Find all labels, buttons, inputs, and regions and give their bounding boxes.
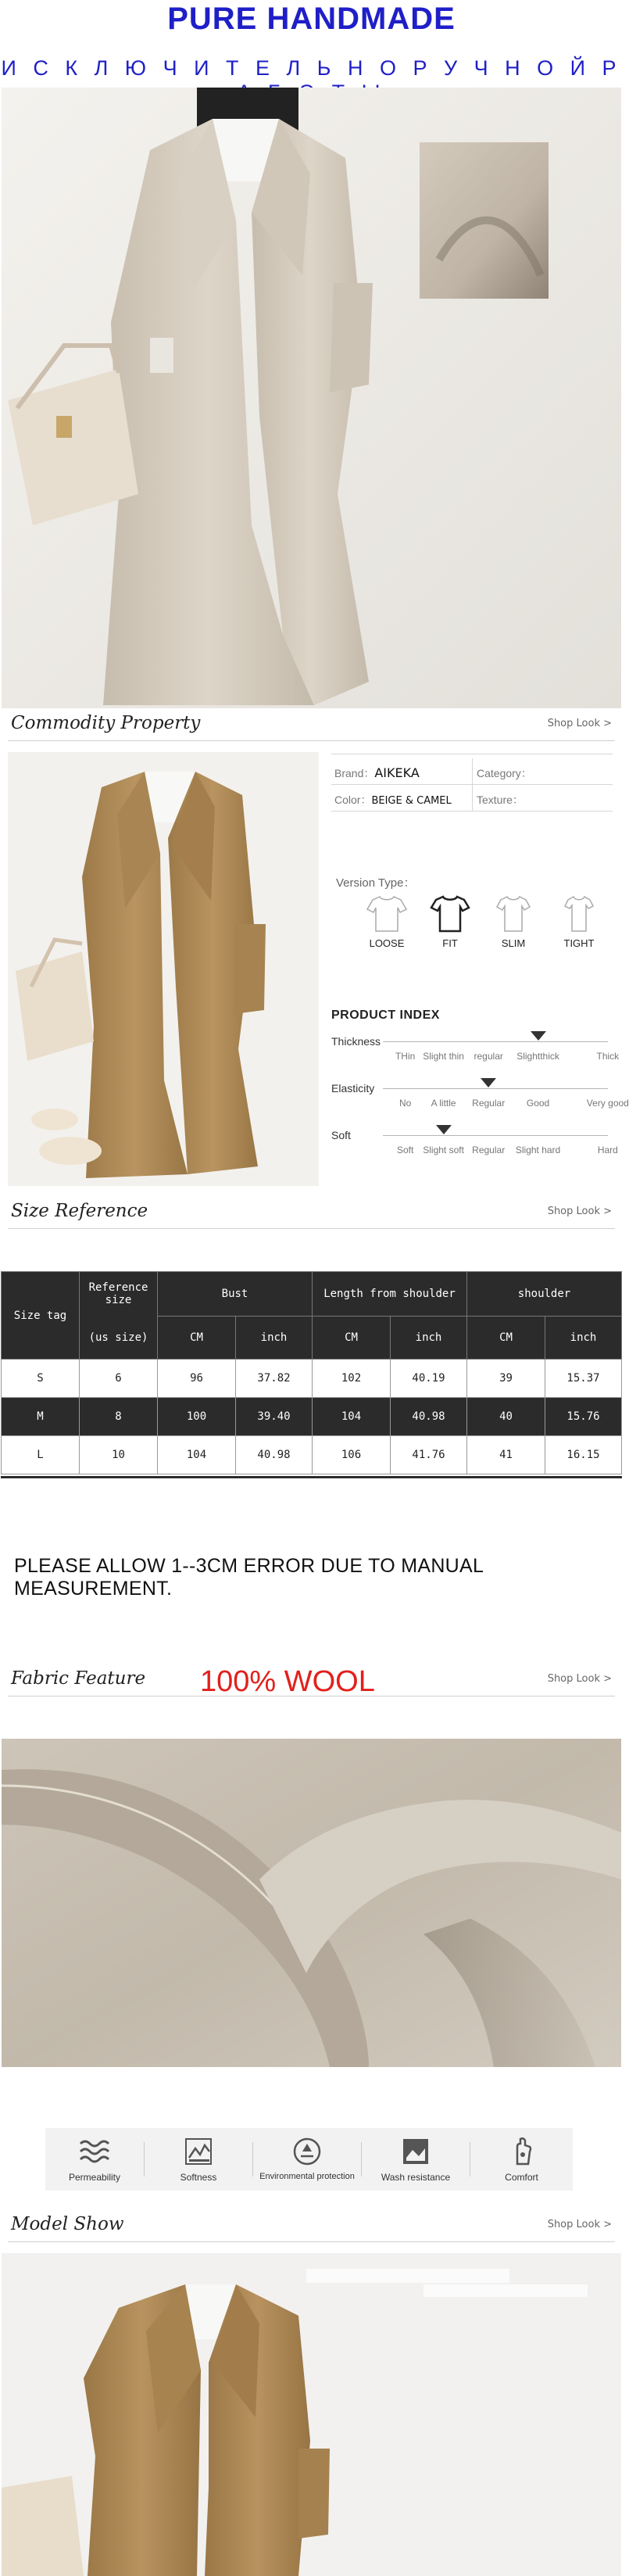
size-reference-title: Size Reference xyxy=(11,1201,148,1221)
header-length-cm: CM xyxy=(313,1317,391,1360)
feature-wash-resistance xyxy=(362,2128,470,2191)
feature-softness xyxy=(145,2128,252,2191)
header-reference-size: Reference size xyxy=(80,1272,158,1317)
version-option-slim xyxy=(486,894,541,949)
feature-permeability xyxy=(45,2128,144,2191)
cell-bust-cm: 104 xyxy=(158,1436,236,1474)
version-label-loose: LOOSE xyxy=(369,937,405,949)
fit-tshirt-icon xyxy=(430,894,470,933)
column-divider xyxy=(472,785,473,811)
brand-value: AIKEKA xyxy=(374,765,420,780)
cell-reference: 10 xyxy=(80,1436,158,1474)
version-option-tight xyxy=(552,894,606,949)
cell-shoulder-cm: 41 xyxy=(467,1436,545,1474)
feature-label-environmental: Environmental protection xyxy=(259,2172,355,2181)
softness-bars-icon xyxy=(181,2134,216,2169)
index-scale-label: A little xyxy=(431,1098,456,1109)
header-us-size: (us size) xyxy=(80,1317,158,1360)
header-length: Length from shoulder xyxy=(313,1272,467,1317)
wash-basin-icon xyxy=(398,2134,433,2169)
feature-comfort xyxy=(470,2128,573,2191)
measurement-notice: PLEASE ALLOW 1--3CM ERROR DUE TO MANUAL MEASUREMENT. xyxy=(14,1555,484,1600)
section-divider xyxy=(8,740,615,741)
cell-size-tag: S xyxy=(2,1360,80,1398)
cell-shoulder-inch: 16.15 xyxy=(545,1436,622,1474)
feature-environmental xyxy=(253,2128,361,2191)
header-shoulder-cm: CM xyxy=(467,1317,545,1360)
cell-shoulder-cm: 40 xyxy=(467,1398,545,1436)
cell-bust-cm: 96 xyxy=(158,1360,236,1398)
index-scale-label: Good xyxy=(526,1098,550,1109)
header-length-inch: inch xyxy=(391,1317,467,1360)
index-scale-line xyxy=(383,1041,608,1042)
fabric-shop-look-link[interactable]: Shop Look > xyxy=(547,1673,612,1685)
property-row-brand xyxy=(331,758,613,785)
color-label: Color： xyxy=(334,794,372,806)
header-bust-inch: inch xyxy=(236,1317,313,1360)
index-scale-label: Slight soft xyxy=(423,1145,464,1155)
table-row xyxy=(2,1436,622,1474)
index-scale-line xyxy=(383,1088,608,1089)
index-scale-label: Slight thin xyxy=(423,1051,464,1062)
section-divider xyxy=(8,2241,615,2242)
header-size-tag: Size tag xyxy=(2,1272,80,1360)
cell-size-tag: M xyxy=(2,1398,80,1436)
index-scale-label: Soft xyxy=(396,1145,414,1155)
index-scale-label: No xyxy=(398,1098,412,1109)
version-option-fit xyxy=(423,894,477,949)
headline-subtitle: И С К Л Ю Ч И Т Е Л Ь Н О Р У Ч Н О Й Р xyxy=(1,56,622,80)
size-table xyxy=(1,1271,622,1474)
hero-beige-coat-photo xyxy=(2,88,621,708)
model-show-photo xyxy=(2,2253,621,2576)
index-marker-elasticity xyxy=(481,1078,496,1087)
cell-size-tag: L xyxy=(2,1436,80,1474)
cell-bust-cm: 100 xyxy=(158,1398,236,1436)
index-scale-label: Hard xyxy=(597,1145,618,1155)
loose-tshirt-icon xyxy=(366,894,407,933)
section-divider xyxy=(8,1228,615,1229)
cell-bust-inch: 39.40 xyxy=(236,1398,313,1436)
size-reference-header xyxy=(0,1196,623,1231)
cell-shoulder-cm: 39 xyxy=(467,1360,545,1398)
index-scale-label: Thick xyxy=(596,1051,620,1062)
header-bust: Bust xyxy=(158,1272,313,1317)
header-shoulder: shoulder xyxy=(467,1272,622,1317)
cell-bust-inch: 40.98 xyxy=(236,1436,313,1474)
cell-length-cm: 104 xyxy=(313,1398,391,1436)
index-name-thickness: Thickness xyxy=(331,1035,381,1048)
index-scale-label: THin xyxy=(395,1051,416,1062)
index-name-soft: Soft xyxy=(331,1129,351,1141)
wave-icon xyxy=(77,2134,112,2169)
version-option-loose xyxy=(359,894,414,949)
color-value: BEIGE & CAMEL xyxy=(371,795,452,807)
category-label: Category： xyxy=(477,767,532,779)
column-divider xyxy=(472,758,473,784)
header-shoulder-inch: inch xyxy=(545,1317,622,1360)
table-row xyxy=(2,1360,622,1398)
property-row-color xyxy=(331,785,613,811)
index-scale-label: Slightthick xyxy=(516,1051,559,1062)
texture-label: Texture： xyxy=(477,794,524,806)
index-marker-thickness xyxy=(531,1031,546,1041)
wool-content-label: 100% WOOL xyxy=(200,1665,375,1698)
commodity-property-title: Commodity Property xyxy=(11,713,201,733)
cell-reference: 8 xyxy=(80,1398,158,1436)
headline-title: PURE HANDMADE xyxy=(167,2,456,36)
model-show-title: Model Show xyxy=(11,2214,124,2234)
tight-tshirt-icon xyxy=(559,894,599,933)
feature-label-permeability: Permeability xyxy=(68,2172,121,2183)
fabric-feature-title: Fabric Feature xyxy=(11,1668,146,1689)
version-label-fit: FIT xyxy=(442,937,458,949)
recycle-icon xyxy=(290,2134,324,2169)
fabric-closeup-photo xyxy=(2,1739,621,2067)
cell-shoulder-inch: 15.76 xyxy=(545,1398,622,1436)
model-shop-look-link[interactable]: Shop Look > xyxy=(547,2219,612,2230)
commodity-property-header xyxy=(0,708,623,743)
fabric-features-strip xyxy=(45,2128,573,2191)
index-scale-label: Very good xyxy=(586,1098,629,1109)
cell-length-cm: 102 xyxy=(313,1360,391,1398)
header-bust-cm: CM xyxy=(158,1317,236,1360)
index-scale-label: regular xyxy=(474,1051,503,1062)
index-scale-label: Regular xyxy=(472,1145,506,1155)
cell-bust-inch: 37.82 xyxy=(236,1360,313,1398)
table-bottom-rule xyxy=(1,1476,622,1478)
slim-tshirt-icon xyxy=(493,894,534,933)
index-scale-label: Slight hard xyxy=(515,1145,561,1155)
cell-length-inch: 41.76 xyxy=(391,1436,467,1474)
index-name-elasticity: Elasticity xyxy=(331,1082,375,1095)
cell-reference: 6 xyxy=(80,1360,158,1398)
cell-length-inch: 40.19 xyxy=(391,1360,467,1398)
version-label-tight: TIGHT xyxy=(563,937,595,949)
feature-label-softness: Softness xyxy=(180,2172,217,2183)
cell-shoulder-inch: 15.37 xyxy=(545,1360,622,1398)
model-show-header xyxy=(0,2209,623,2244)
feature-label-comfort: Comfort xyxy=(505,2172,538,2183)
commodity-shop-look-link[interactable]: Shop Look > xyxy=(547,718,612,729)
index-scale-label: Regular xyxy=(472,1098,506,1109)
table-row xyxy=(2,1398,622,1436)
index-marker-soft xyxy=(436,1125,452,1134)
size-shop-look-link[interactable]: Shop Look > xyxy=(547,1206,612,1217)
feature-label-wash-resistance: Wash resistance xyxy=(381,2172,451,2183)
brand-label: Brand： xyxy=(334,767,375,779)
cell-length-cm: 106 xyxy=(313,1436,391,1474)
hand-icon xyxy=(505,2134,539,2169)
cell-length-inch: 40.98 xyxy=(391,1398,467,1436)
product-index-title: PRODUCT INDEX xyxy=(331,1009,440,1022)
version-type-label: Version Type： xyxy=(336,876,416,890)
camel-coat-product-photo xyxy=(8,752,319,1186)
index-scale-line xyxy=(383,1135,608,1136)
version-label-slim: SLIM xyxy=(501,937,526,949)
